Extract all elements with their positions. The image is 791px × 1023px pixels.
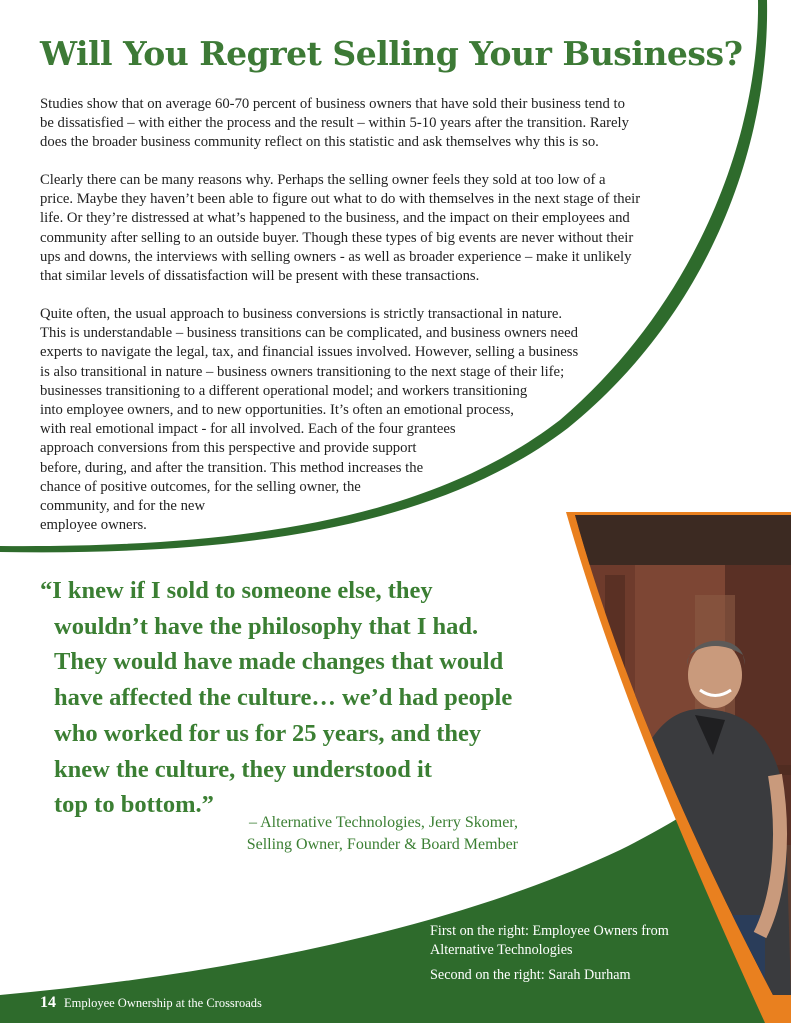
quote-line: “I knew if I sold to someone else, they [40,577,433,604]
text-line: be dissatisfied – with either the process and the result – within 5-10 years after the transition. Rarely [40,115,629,132]
quote-attribution [200,812,518,856]
quote-line: top to bottom.” [54,791,214,819]
caption-second: Second on the right: Sarah Durham [430,967,631,983]
paragraph-reasons [40,171,640,286]
text-line: community after selling to an outside buyer. Though these types of big events are never without their [40,229,634,246]
paragraph-statistics [40,95,629,153]
photo-captions [430,922,730,985]
text-line: price. Maybe they haven’t been able to figure out what to do with themselves in the next stage of their [40,191,641,208]
quote-line: knew the culture, they understood it [54,755,432,783]
text-line: Quite often, the usual approach to business conversions is strictly transactional in nature. [40,306,563,322]
text-line: chance of positive outcomes, for the selling owner, the [40,478,361,495]
caption-first: First on the right: Employee Owners from Alternative Technologies [430,923,669,958]
pull-quote [40,573,560,823]
text-line: ups and downs, the interviews with selling owners - as well as broader experience – make it unlikely [40,248,632,265]
text-line: community, and for the new [40,498,206,515]
publication-name: Employee Ownership at the Crossroads [64,996,262,1010]
text-line: Clearly there can be many reasons why. Perhaps the selling owner feels they sold at too low of a [40,172,606,188]
page-number: 14 [40,994,56,1011]
text-line: before, during, and after the transition. This method increases the [40,459,424,476]
text-line: life. Or they’re distressed at what’s happened to the business, and the impact on their employees and [40,210,630,227]
text-line: Studies show that on average 60-70 percent of business owners that have sold their business tend to [40,96,625,112]
attribution-line: Selling Owner, Founder & Board Member [246,836,518,853]
text-line: is also transitional in nature – business owners transitioning to the next stage of their life; [40,363,565,380]
attribution-line: – Alternative Technologies, Jerry Skomer, [249,814,518,831]
paragraph-approach [40,305,578,535]
text-line: businesses transitioning to a different operational model; and workers transitioning [40,382,528,399]
text-line: into employee owners, and to new opportunities. It’s often an emotional process, [40,402,514,419]
quote-line: have affected the culture… we’d had people [54,684,513,712]
page-footer [40,994,262,1012]
page-title: Will You Regret Selling Your Business? [40,34,743,73]
text-line: employee owners. [40,517,147,534]
text-line: that similar levels of dissatisfaction will be present with these transactions. [40,268,480,285]
text-line: This is understandable – business transitions can be complicated, and business owners need [40,325,579,342]
quote-line: who worked for us for 25 years, and they [54,719,482,747]
text-line: experts to navigate the legal, tax, and financial issues involved. However, selling a business [40,344,579,361]
quote-line: wouldn’t have the philosophy that I had. [54,612,479,640]
text-line: approach conversions from this perspective and provide support [40,440,417,457]
text-line: does the broader business community reflect on this statistic and ask themselves why this is so. [40,134,599,151]
quote-line: They would have made changes that would [54,648,504,676]
text-line: with real emotional impact - for all involved. Each of the four grantees [40,421,456,438]
